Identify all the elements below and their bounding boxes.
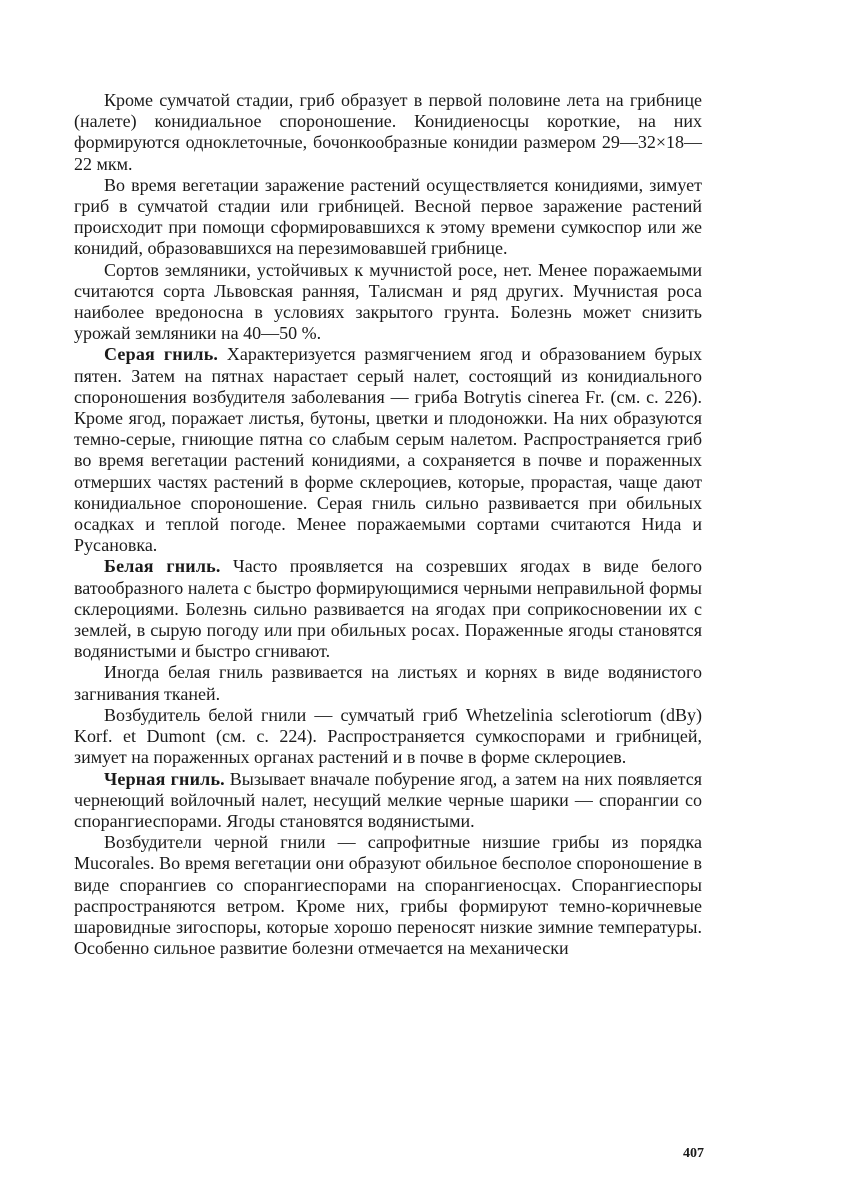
paragraph-7 [74,705,702,769]
paragraph-gray-rot [74,344,702,556]
paragraph-1-text: Кроме сумчатой стадии, гриб образует в первой половине лета на грибнице (налете) конидиальное спороношение. Конидиеносцы короткие, на них формируются одноклеточные, бочонкообразные конидии размером 29—32×18—22 мкм. [74,90,702,174]
paragraph-7-text: Возбудитель белой гнили — сумчатый гриб Whetzelinia sclerotiorum (dBy) Korf. et Dumont (см. с. 224). Распространяется сумкоспорами и грибницей, зимует на пораженных органах растений и в почве в форме склероциев. [74,704,702,768]
paragraph-black-rot [74,769,702,833]
page-number: 407 [683,1146,704,1161]
paragraph-white-rot-text: Часто проявляется на созревших ягодах в виде белого ватообразного налета с быстро формирующимися черными неправильной формы склероциями. Болезнь сильно развивается на ягодах при соприкосновении их с землей, в сырую погоду или при обильных росах. Пораженные ягоды становятся водянистыми и быстро сгнивают. [74,556,702,662]
paragraph-9-text: Возбудители черной гнили — сапрофитные низшие грибы из порядка Mucorales. Во время вегетации они образуют обильное бесполое спороношение в виде спорангиев со спорангиеспорами на спорангиеносцах. Спорангиеспоры распространяются ветром. Кроме них, грибы формируют темно-коричневые шаровидные зигоспоры, которые хорошо переносят низкие зимние температуры. Особенно сильное развитие болезни отмечается на механически [74,832,702,959]
paragraph-3-text: Сортов земляники, устойчивых к мучнистой росе, нет. Менее поражаемыми считаются сорта Львовская ранняя, Талисман и ряд других. Мучнистая роса наиболее вредоносна в условиях закрытого грунта. Болезнь может снизить урожай земляники на 40—50 %. [74,259,702,344]
paragraph-6 [74,662,702,704]
paragraph-2 [74,175,702,260]
heading-white-rot: Белая гниль. [104,556,221,577]
heading-gray-rot: Серая гниль. [104,344,219,365]
paragraph-white-rot [74,556,702,662]
heading-black-rot: Черная гниль. [104,768,225,789]
paragraph-6-text: Иногда белая гниль развивается на листьях и корнях в виде водянистого загнивания тканей. [74,662,702,704]
paragraph-1 [74,90,702,175]
paragraph-gray-rot-text: Характеризуется размягчением ягод и образованием бурых пятен. Затем на пятнах нарастает серый налет, состоящий из конидиального спороношения возбудителя заболевания — гриба Botrytis cinerea Fr. (см. с. 226). Кроме ягод, поражает листья, бутоны, цветки и плодоножки. На них образуются темно-серые, гниющие пятна со слабым серым налетом. Распространяется гриб во время вегетации растений конидиями, а сохраняется в почве и пораженных отмерших частях растений в форме склероциев, которые, прорастая, чаще дают конидиальное спороношение. Серая гниль сильно развивается при обильных осадках и теплой погоде. Менее поражаемыми сортами считаются Нида и Русановка. [74,344,703,556]
page-body [74,90,702,959]
paragraph-black-rot-text: Вызывает вначале побурение ягод, а затем на них появляется чернеющий войлочный налет, несущий мелкие черные шарики — спорангии со спорангиеспорами. Ягоды становятся водянистыми. [74,768,703,831]
paragraph-9 [74,832,702,959]
paragraph-3 [74,260,702,345]
paragraph-2-text: Во время вегетации заражение растений осуществляется конидиями, зимует гриб в сумчатой стадии или грибницей. Весной первое заражение растений происходит при помощи сформировавшихся к этому времени сумкоспор или же конидий, образовавшихся на перезимовавшей грибнице. [74,174,702,259]
